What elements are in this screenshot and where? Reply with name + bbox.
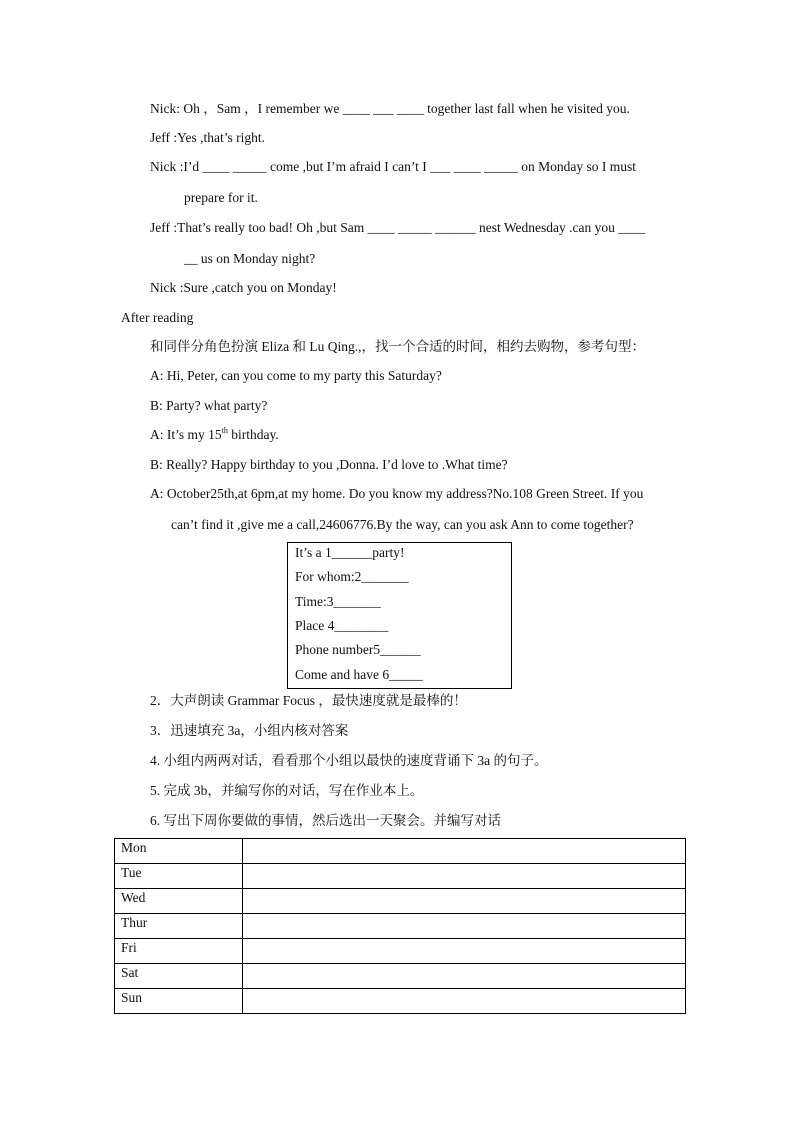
form-line-phone: Phone number5______ (295, 642, 421, 657)
table-row (115, 889, 686, 914)
task-6: 6. 写出下周你要做的事情，然后选出一天聚会。并编写对话 (150, 813, 501, 828)
dialogue-line-7: Nick :Sure ,catch you on Monday! (150, 280, 337, 295)
week-plan-table (114, 838, 686, 1014)
party-line-a3-2: can’t find it ,give me a call,24606776.By the way, can you ask Ann to come together? (171, 517, 634, 532)
day-sun: Sun (115, 989, 243, 1014)
task-4: 4. 小组内两两对话，看看那个小组以最快的速度背诵下 3a 的句子。 (150, 753, 548, 768)
party-line-a2 (150, 426, 279, 444)
party-line-b1: B: Party? what party? (150, 398, 268, 413)
form-line-party: It’s a 1______party! (295, 545, 405, 560)
table-row (115, 939, 686, 964)
table-row (115, 914, 686, 939)
day-mon: Mon (115, 839, 243, 864)
dialogue-line-3: Nick :I’d ____ _____ come ,but I’m afraid I can’t I ___ ____ _____ on Monday so I must (150, 159, 637, 174)
party-line-a3-1: A: October25th,at 6pm,at my home. Do you know my address?No.108 Green Street. If you (150, 486, 644, 501)
dialogue-line-4: prepare for it. (184, 190, 258, 205)
plan-cell[interactable] (243, 914, 686, 939)
form-line-whom: For whom:2_______ (295, 569, 409, 584)
plan-cell[interactable] (243, 889, 686, 914)
day-thur: Thur (115, 914, 243, 939)
party-line-a2-end: birthday. (227, 427, 279, 442)
day-wed: Wed (115, 889, 243, 914)
day-sat: Sat (115, 964, 243, 989)
party-line-a1: A: Hi, Peter, can you come to my party this Saturday? (150, 368, 442, 383)
party-line-b2: B: Really? Happy birthday to you ,Donna. I’d love to .What time? (150, 457, 508, 472)
ordinal-suffix: th (221, 425, 228, 435)
dialogue-line-5: Jeff :That’s really too bad! Oh ,but Sam ____ _____ ______ nest Wednesday .can you ____ (150, 220, 646, 235)
task-5: 5. 完成 3b，并编写你的对话，写在作业本上。 (150, 783, 424, 798)
dialogue-line-1: Nick: Oh ，Sam ，I remember we ____ ___ ____ together last fall when he visited you. (150, 101, 630, 116)
form-line-come: Come and have 6_____ (295, 667, 423, 682)
plan-cell[interactable] (243, 989, 686, 1014)
task-3: 3．迅速填充 3a，小组内核对答案 (150, 723, 349, 738)
day-tue: Tue (115, 864, 243, 889)
table-row (115, 839, 686, 864)
invitation-form-box (287, 542, 512, 689)
task-2: 2．大声朗读 Grammar Focus ，最快速度就是最棒的！ (150, 693, 467, 708)
dialogue-line-6: __ us on Monday night? (184, 251, 316, 266)
table-row (115, 864, 686, 889)
dialogue-line-2: Jeff :Yes ,that’s right. (150, 130, 266, 145)
plan-cell[interactable] (243, 864, 686, 889)
table-row (115, 964, 686, 989)
party-line-a2-start: A: It’s my 15 (150, 427, 222, 442)
plan-cell[interactable] (243, 839, 686, 864)
after-reading-heading: After reading (121, 310, 194, 325)
form-line-time: Time:3_______ (295, 594, 381, 609)
plan-cell[interactable] (243, 964, 686, 989)
table-row (115, 989, 686, 1014)
day-fri: Fri (115, 939, 243, 964)
plan-cell[interactable] (243, 939, 686, 964)
form-line-place: Place 4________ (295, 618, 389, 633)
roleplay-instruction: 和同伴分角色扮演 Eliza 和 Lu Qing.,，找一个合适的时间，相约去购物，参考句型： (150, 339, 645, 354)
